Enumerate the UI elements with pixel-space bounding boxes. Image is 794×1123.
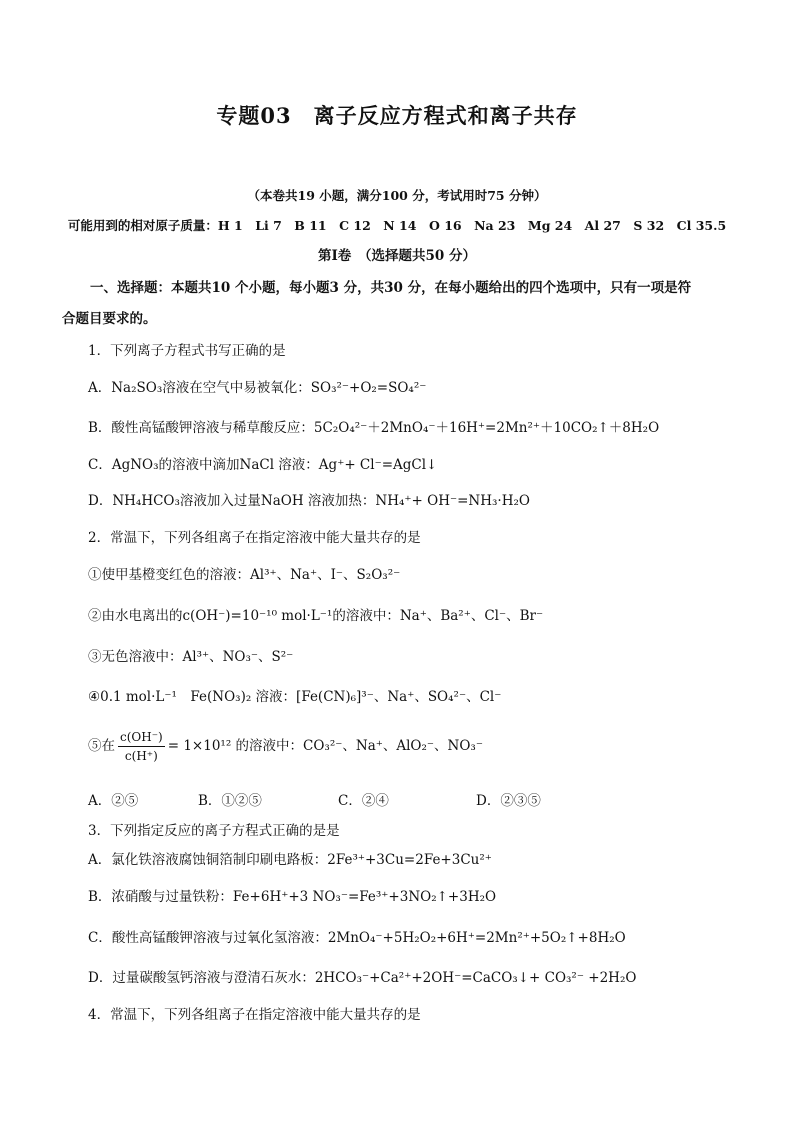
- question-3-option-a: A．氯化铁溶液腐蚀铜箔制印刷电路板：2Fe³⁺+3Cu=2Fe+3Cu²⁺: [88, 852, 492, 868]
- question-1-option-a: A．Na₂SO₃溶液在空气中易被氧化：SO₃²⁻+O₂=SO₄²⁻: [88, 380, 427, 396]
- fraction-denominator: c(H⁺): [124, 749, 158, 763]
- question-1-stem: 1．下列离子方程式书写正确的是: [88, 343, 286, 359]
- question-3-option-d: D．过量碳酸氢钙溶液与澄清石灰水：2HCO₃⁻+Ca²⁺+2OH⁻=CaCO₃↓+ CO₃²⁻ +2H₂O: [88, 970, 637, 986]
- question-2-choice-c: C．②④: [338, 793, 389, 809]
- exam-info: （本卷共19 小题，满分100 分，考试用时75 分钟）: [247, 188, 547, 203]
- question-4-stem: 4．常温下，下列各组离子在指定溶液中能大量共存的是: [88, 1007, 421, 1023]
- question-3-option-c: C．酸性高锰酸钾溶液与过氧化氢溶液：2MnO₄⁻+5H₂O₂+6H⁺=2Mn²⁺+5O₂↑+8H₂O: [88, 930, 626, 946]
- section-intro-line1: 一、选择题：本题共10 个小题，每小题3 分，共30 分，在每小题给出的四个选项中，只有一项是符: [90, 280, 692, 296]
- question-2-item-1: ①使甲基橙变红色的溶液：Al³⁺、Na⁺、I⁻、S₂O₃²⁻: [88, 567, 401, 583]
- question-1-option-c: C．AgNO₃的溶液中滴加NaCl 溶液：Ag⁺+ Cl⁻=AgCl↓: [88, 457, 438, 473]
- section-intro-line2: 合题目要求的。: [62, 311, 157, 327]
- fraction: [118, 728, 165, 765]
- atomic-masses: 可能用到的相对原子质量：H 1 Li 7 B 11 C 12 N 14 O 16 Na 23 Mg 24 Al 27 S 32 Cl 35.5: [67, 218, 727, 233]
- part-title: 第Ⅰ卷 （选择题共50 分）: [317, 248, 477, 264]
- item-5-suffix: = 1×10¹² 的溶液中：CO₃²⁻、Na⁺、AlO₂⁻、NO₃⁻: [167, 738, 483, 754]
- item-5-prefix: ⑤在: [88, 738, 115, 754]
- question-2-item-4: ④0.1 mol·L⁻¹ Fe(NO₃)₂ 溶液：[Fe(CN)₆]³⁻、Na⁺、SO₄²⁻、Cl⁻: [88, 689, 502, 705]
- question-2-choice-b: B．①②⑤: [198, 793, 262, 809]
- question-3-option-b: B．浓硝酸与过量铁粉：Fe+6H⁺+3 NO₃⁻=Fe³⁺+3NO₂↑+3H₂O: [88, 889, 497, 905]
- question-1-option-d: D．NH₄HCO₃溶液加入过量NaOH 溶液加热：NH₄⁺+ OH⁻=NH₃·H₂O: [88, 493, 530, 509]
- question-2-item-2: ②由水电离出的c(OH⁻)=10⁻¹⁰ mol·L⁻¹的溶液中：Na⁺、Ba²⁺、Cl⁻、Br⁻: [88, 608, 544, 624]
- question-3-stem: 3．下列指定反应的离子方程式正确的是是: [88, 823, 340, 839]
- question-2-item-3: ③无色溶液中：Al³⁺、NO₃⁻、S²⁻: [88, 649, 294, 665]
- question-1-option-b: B．酸性高锰酸钾溶液与稀草酸反应：5C₂O₄²⁻＋2MnO₄⁻＋16H⁺=2Mn²⁺＋10CO₂↑＋8H₂O: [88, 420, 660, 436]
- question-2-stem: 2．常温下，下列各组离子在指定溶液中能大量共存的是: [88, 530, 421, 546]
- question-2-item-5: [88, 728, 483, 765]
- fraction-numerator: c(OH⁻): [118, 728, 165, 747]
- question-2-choice-a: A．②⑤: [88, 793, 139, 809]
- page-title: 专题03 离子反应方程式和离子共存: [216, 103, 578, 128]
- question-2-choice-d: D．②③⑤: [476, 793, 541, 809]
